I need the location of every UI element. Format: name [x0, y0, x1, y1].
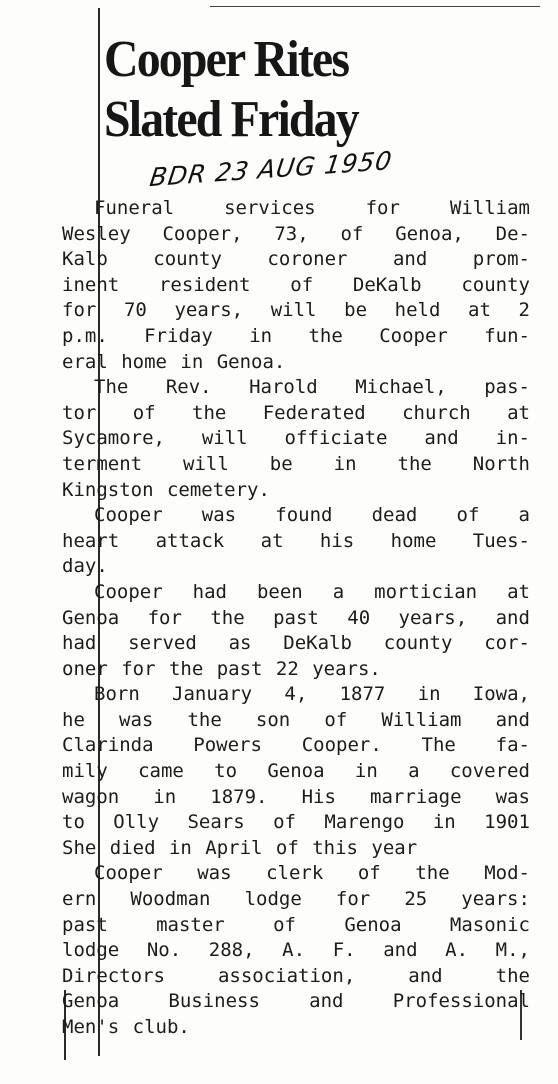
- article-line: Cooper was found dead of a: [94, 504, 530, 527]
- article-line: Genoa for the past 40 years, and: [62, 606, 530, 629]
- article-line: Funeral services for William: [94, 197, 530, 219]
- article-line: Cooper had been a mortician at: [94, 580, 530, 603]
- article-line: past master of Genoa Masonic: [62, 913, 530, 936]
- clipping-top-edge: [210, 6, 540, 7]
- article-line: Wesley Cooper, 73, of Genoa, De-: [62, 222, 530, 245]
- article-line: The Rev. Harold Michael, pas-: [94, 376, 530, 399]
- article-line: oner for the past 22 years.: [62, 657, 381, 680]
- article-line: Cooper was clerk of the Mod-: [94, 862, 530, 885]
- article-line: ern Woodman lodge for 25 years:: [62, 888, 530, 911]
- article-line: eral home in Genoa.: [62, 350, 286, 373]
- article-line: Kingston cemetery.: [62, 478, 270, 501]
- article-line: terment will be in the North: [62, 452, 530, 475]
- article-body: [62, 196, 530, 1041]
- article-line: had served as DeKalb county cor-: [62, 632, 530, 655]
- article-line: Kalb county coroner and prom-: [62, 248, 530, 271]
- article-line: p.m. Friday in the Cooper fun-: [62, 324, 530, 347]
- article-line: heart attack at his home Tues-: [62, 529, 530, 552]
- article-line: Sycamore, will officiate and in-: [62, 427, 530, 450]
- article-line: Born January 4, 1877 in Iowa,: [94, 683, 530, 706]
- article-line: She died in April of this year: [62, 836, 418, 859]
- article-line: he was the son of William and: [62, 708, 530, 731]
- headline-line-2: Slated Friday: [104, 91, 358, 148]
- article-line: day.: [62, 555, 108, 578]
- article-line: Directors association, and the: [62, 964, 530, 987]
- article-line: to Olly Sears of Marengo in 1901: [62, 811, 530, 834]
- headline-line-1: Cooper Rites: [104, 31, 349, 88]
- article-line: tor of the Federated church at: [62, 401, 530, 424]
- article-line: lodge No. 288, A. F. and A. M.,: [62, 939, 530, 962]
- article-line: Clarinda Powers Cooper. The fa-: [62, 734, 530, 757]
- article-line: mily came to Genoa in a covered: [62, 760, 530, 783]
- article-line: Men's club.: [62, 1016, 190, 1038]
- article-line: inent resident of DeKalb county: [62, 273, 530, 296]
- handwritten-date-note: BDR 23 AUG 1950: [147, 145, 395, 193]
- headline: [104, 30, 490, 150]
- article-line: for 70 years, will be held at 2: [62, 299, 530, 322]
- article-line: Genoa Business and Professional: [62, 990, 530, 1013]
- article-line: wagon in 1879. His marriage was: [62, 785, 530, 808]
